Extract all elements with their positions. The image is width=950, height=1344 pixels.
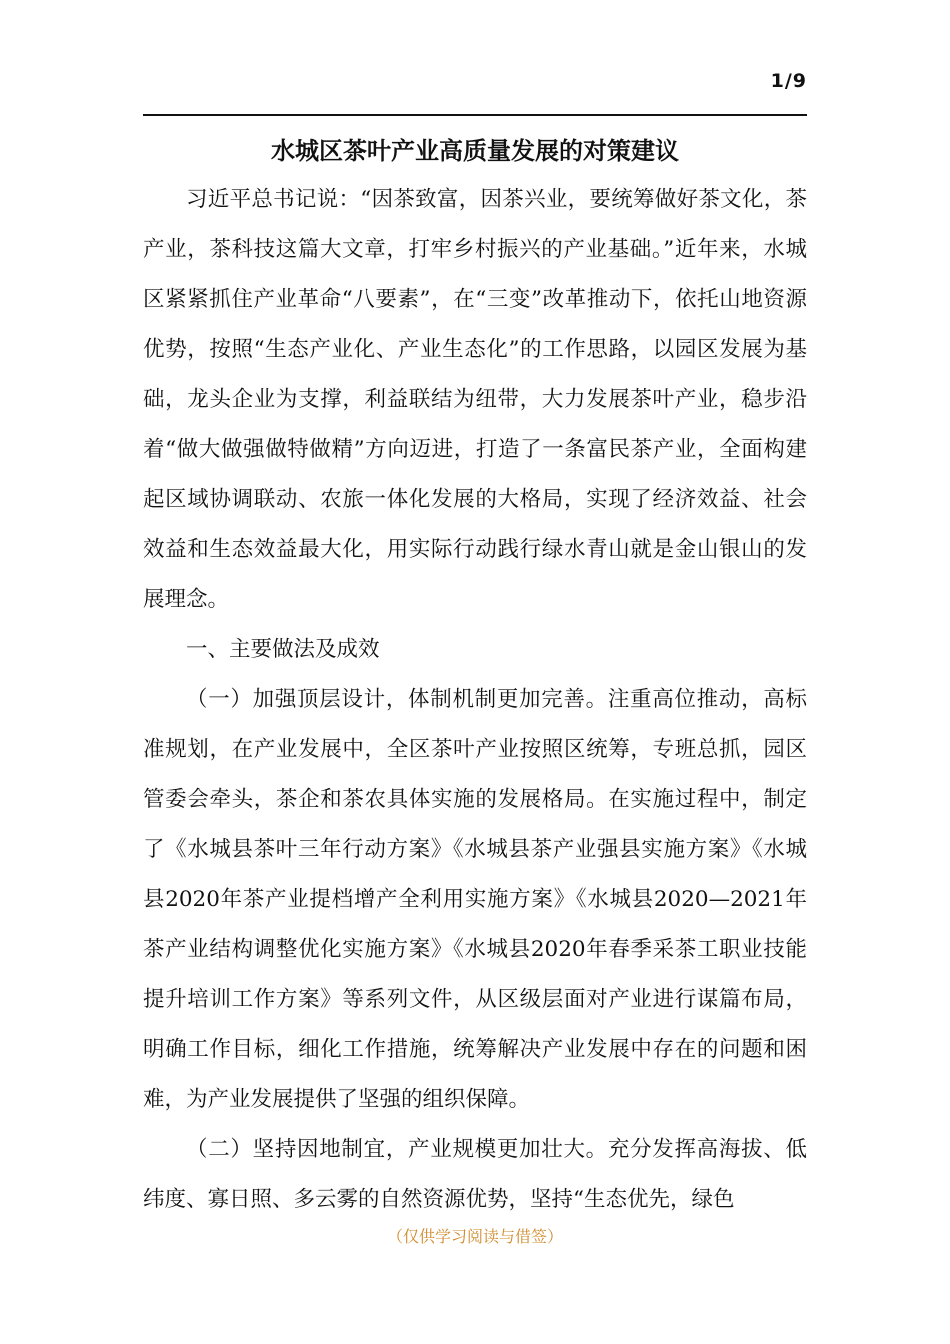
document-body (143, 175, 807, 1225)
document-title: 水城区茶叶产业高质量发展的对策建议 (271, 136, 679, 165)
paragraph-intro: 习近平总书记说：“因茶致富，因茶兴业，要统筹做好茶文化，茶产业，茶科技这篇大文章，打牢乡村振兴的产业基础。”近年来，水城区紧紧抓住产业革命“八要素”，在“三变”改革推动下，依托山地资源优势，按照“生态产业化、产业生态化”的工作思路，以园区发展为基础，龙头企业为支撑，利益联结为纽带，大力发展茶叶产业，稳步沿着“做大做强做特做精”方向迈进，打造了一条富民茶产业，全面构建起区域协调联动、农旅一体化发展的大格局，实现了经济效益、社会效益和生态效益最大化，用实际行动践行绿水青山就是金山银山的发展理念。 (143, 187, 807, 612)
footer-note: （仅供学习阅读与借签） (386, 1227, 563, 1246)
header-rule (143, 114, 807, 116)
page-number: 1/9 (770, 70, 807, 92)
paragraph-2: （二）坚持因地制宜，产业规模更加壮大。充分发挥高海拔、低纬度、寡日照、多云雾的自然资源优势，坚持“生态优先，绿色 (143, 1137, 807, 1212)
section-heading: 一、主要做法及成效 (186, 637, 380, 662)
paragraph-1: （一）加强顶层设计，体制机制更加完善。注重高位推动，高标准规划，在产业发展中，全区茶叶产业按照区统筹，专班总抓，园区管委会牵头，茶企和茶农具体实施的发展格局。在实施过程中，制定了《水城县茶叶三年行动方案》《水城县茶产业强县实施方案》《水城县2020年茶产业提档增产全利用实施方案》《水城县2020—2021年茶产业结构调整优化实施方案》《水城县2020年春季采茶工职业技能提升培训工作方案》等系列文件，从区级层面对产业进行谋篇布局，明确工作目标，细化工作措施，统筹解决产业发展中存在的问题和困难，为产业发展提供了坚强的组织保障。 (143, 687, 807, 1112)
